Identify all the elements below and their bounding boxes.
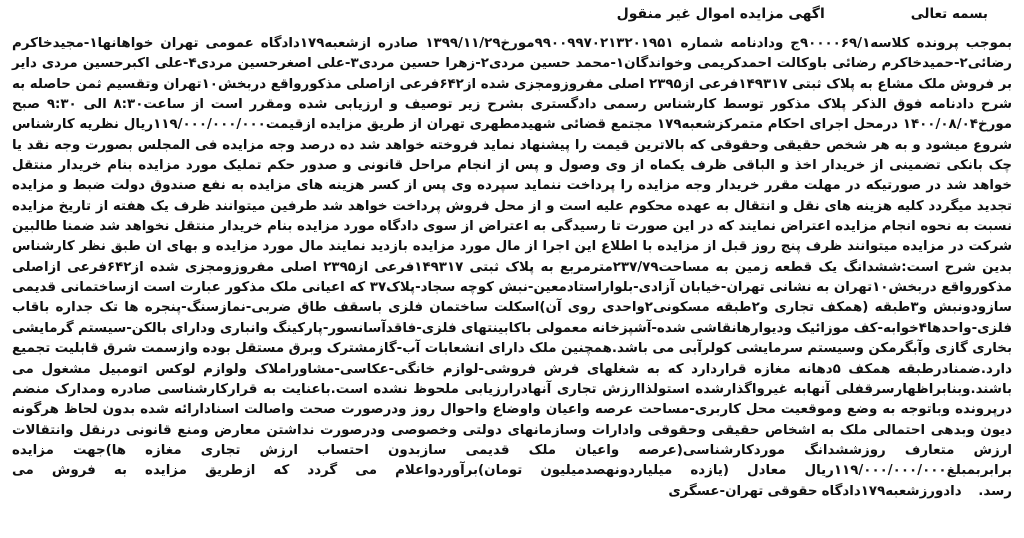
notice-body	[12, 34, 1012, 502]
notice-paragraph	[12, 34, 1012, 502]
bismillah-heading: بسمه تعالی	[910, 6, 988, 22]
notice-title: اگهی مزایده اموال غیر منقول	[616, 6, 825, 22]
notice-signature: دادورزشعبه۱۷۹دادگاه حقوقی تهران-عسگری	[668, 483, 962, 499]
notice-header	[12, 6, 1012, 34]
notice-body-text: بموجب پرونده کلاسه۹۰۰۰۰۶۹/۱ج ودادنامه شماره ۹۹۰۰۹۹۷۰۲۱۳۲۰۱۹۵۱مورخ۱۳۹۹/۱۱/۲۹ صادره ازشعبه۱۷۹دادگاه عمومی تهران خواهانها۱-مجیدخاکرم رضائی۲-حمیدخاکرم رضائی باوکالت احمدکریمی وخواندگان۱-محمد حسین مردی۲-زهرا حسین مردی۳-علی اصغرحسین مردی۴-علی اکبرحسین مردی دایر بر فروش ملک مشاع به پلاک ثبتی ۱۴۹۳۱۷فرعی از۲۳۹۵ اصلی مفروزومجزی شده از۶۴۲فرعی ازاصلی مذکورواقع دربخش۱۰تهران وتقسیم ثمن حاصله به شرح دادنامه فوق الذکر پلاک مذکور توسط کارشناس رسمی دادگستری بشرح زیر توصیف و ارزیابی شده ومقرر است از ساعت۸:۳۰ الی ۹:۳۰ صبح مورخ۱۴۰۰/۰۸/۰۴ درمحل اجرای احکام متمرکزشعبه۱۷۹ مجتمع قضائی شهیدمطهری تهران از طریق مزایده ازقیمت۱۱۹/۰۰۰/۰۰۰/۰۰۰ریال نظریه کارشناس شروع میشود و به هر شخص حقیقی وحقوقی که بالاترین قیمت را پیشنهاد نماید فروخته خواهد شد ده درصد وجه مزایده فی المجلس بصورت وجه نقد یا چک بانکی تضمینی از خریدار اخذ و الباقی ظرف یکماه از وی وصول و پس از انجام مراحل قانونی و صدور حکم تملیک مورد مزایده بنام خریدار منتقل خواهد شد در صورتیکه در مهلت مقرر خریدار وجه مزایده را پرداخت ننماید سپرده وی پس از کسر هزینه های مزایده به نفع صندوق دولت ضبط و مزایده تجدید میگردد کلیه هزینه های نقل و انتقال به عهده محکوم علیه است و از محل فروش پرداخت خواهد شد طرفین میتوانند ظرف یک هفته از تاریخ مزایده نسبت به نحوه انجام مزایده اعتراض نمایند که در این صورت تا رسیدگی به اعتراض از سوی دادگاه مورد مزایده بنام خریدار منتقل نخواهد شد ضمنا طالبین شرکت در مزایده میتوانند ظرف پنج روز قبل از مزایده با اطلاع این اجرا از مال مورد مزایده بازدید نمایند مال مورد مزایده و بهای ان طبق نظر کارشناس بدین شرح است:ششدانگ یک قطعه زمین به مساحت۲۳۷/۷۹مترمربع به پلاک ثبتی ۱۴۹۳۱۷فرعی از۲۳۹۵ اصلی مفروزومجزی شده از۶۴۲فرعی ازاصلی مذکورواقع دربخش۱۰تهران به نشانی تهران-خیابان آزادی-بلواراستادمعین-نبش کوچه سجاد-پلاک۳۷ که اعیانی ملک مذکور عبارت است ازساختمانی قدیمی سازودونبش و۳طبقه (همکف تجاری و۲طبقه مسکونی۲واحدی روی آن)اسکلت ساختمان فلزی باسقف طاق ضربی-نمازسنگ-پنجره ها تک جداره باقاب فلزی-واحدها۴خوابه-کف موزائیک ودیوارهانقاشی شده-آشپزخانه معمولی باکابینتهای فلزی-فاقدآسانسور-پارکینگ وانباری ودارای بالکن-سیستم گرمایشی بخاری گازی وآبگرمکن وسیستم سرمایشی کولرآبی می باشد.همچنین ملک دارای انشعابات آب-گازمشترک وبرق مستقل بوده وازسمت شرق قابلیت تجمیع دارد.ضمنادرطبقه همکف ۵دهانه مغازه قراردارد که به شغلهای فرش فروشی-لوازم خانگی-عکاسی-مشاوراملاک ولوازم لوکس اتومبیل مشغول می باشند.وبنابراظهارسرقفلی آنهابه غیرواگذارشده استولذاارزش تجاری آنهادرارزیابی ملحوظ نشده است.باعنایت به قرارکارشناسی صادره ومدارک منضم درپرونده وباتوجه به وضع وموقعیت محل کاربری-مساحت عرصه واعیان واوضاع واحوال روز ودرصورت صحت واصالت اسنادارائه شده بدون لحاظ هرگونه دیون وبدهی احتمالی ملک به اشخاص حقیقی وحقوقی وادارات وسازمانهای دولتی وخصوصی ودرصورت نداشتن معارض ومنع قانونی درنقل وانتقالات ارزش متعارف روزششدانگ موردکارشناسی(عرصه واعیان ملک قدیمی سازبدون احتساب ارزش تجاری مغازه ها)جهت مزایده برابربمبلغ۱۱۹/۰۰۰/۰۰۰/۰۰۰ریال معادل (یازده میلیاردونهصدمیلیون تومان)برآوردواعلام می گردد که ازطریق مزایده به فروش می رسد.	[12, 36, 1013, 499]
